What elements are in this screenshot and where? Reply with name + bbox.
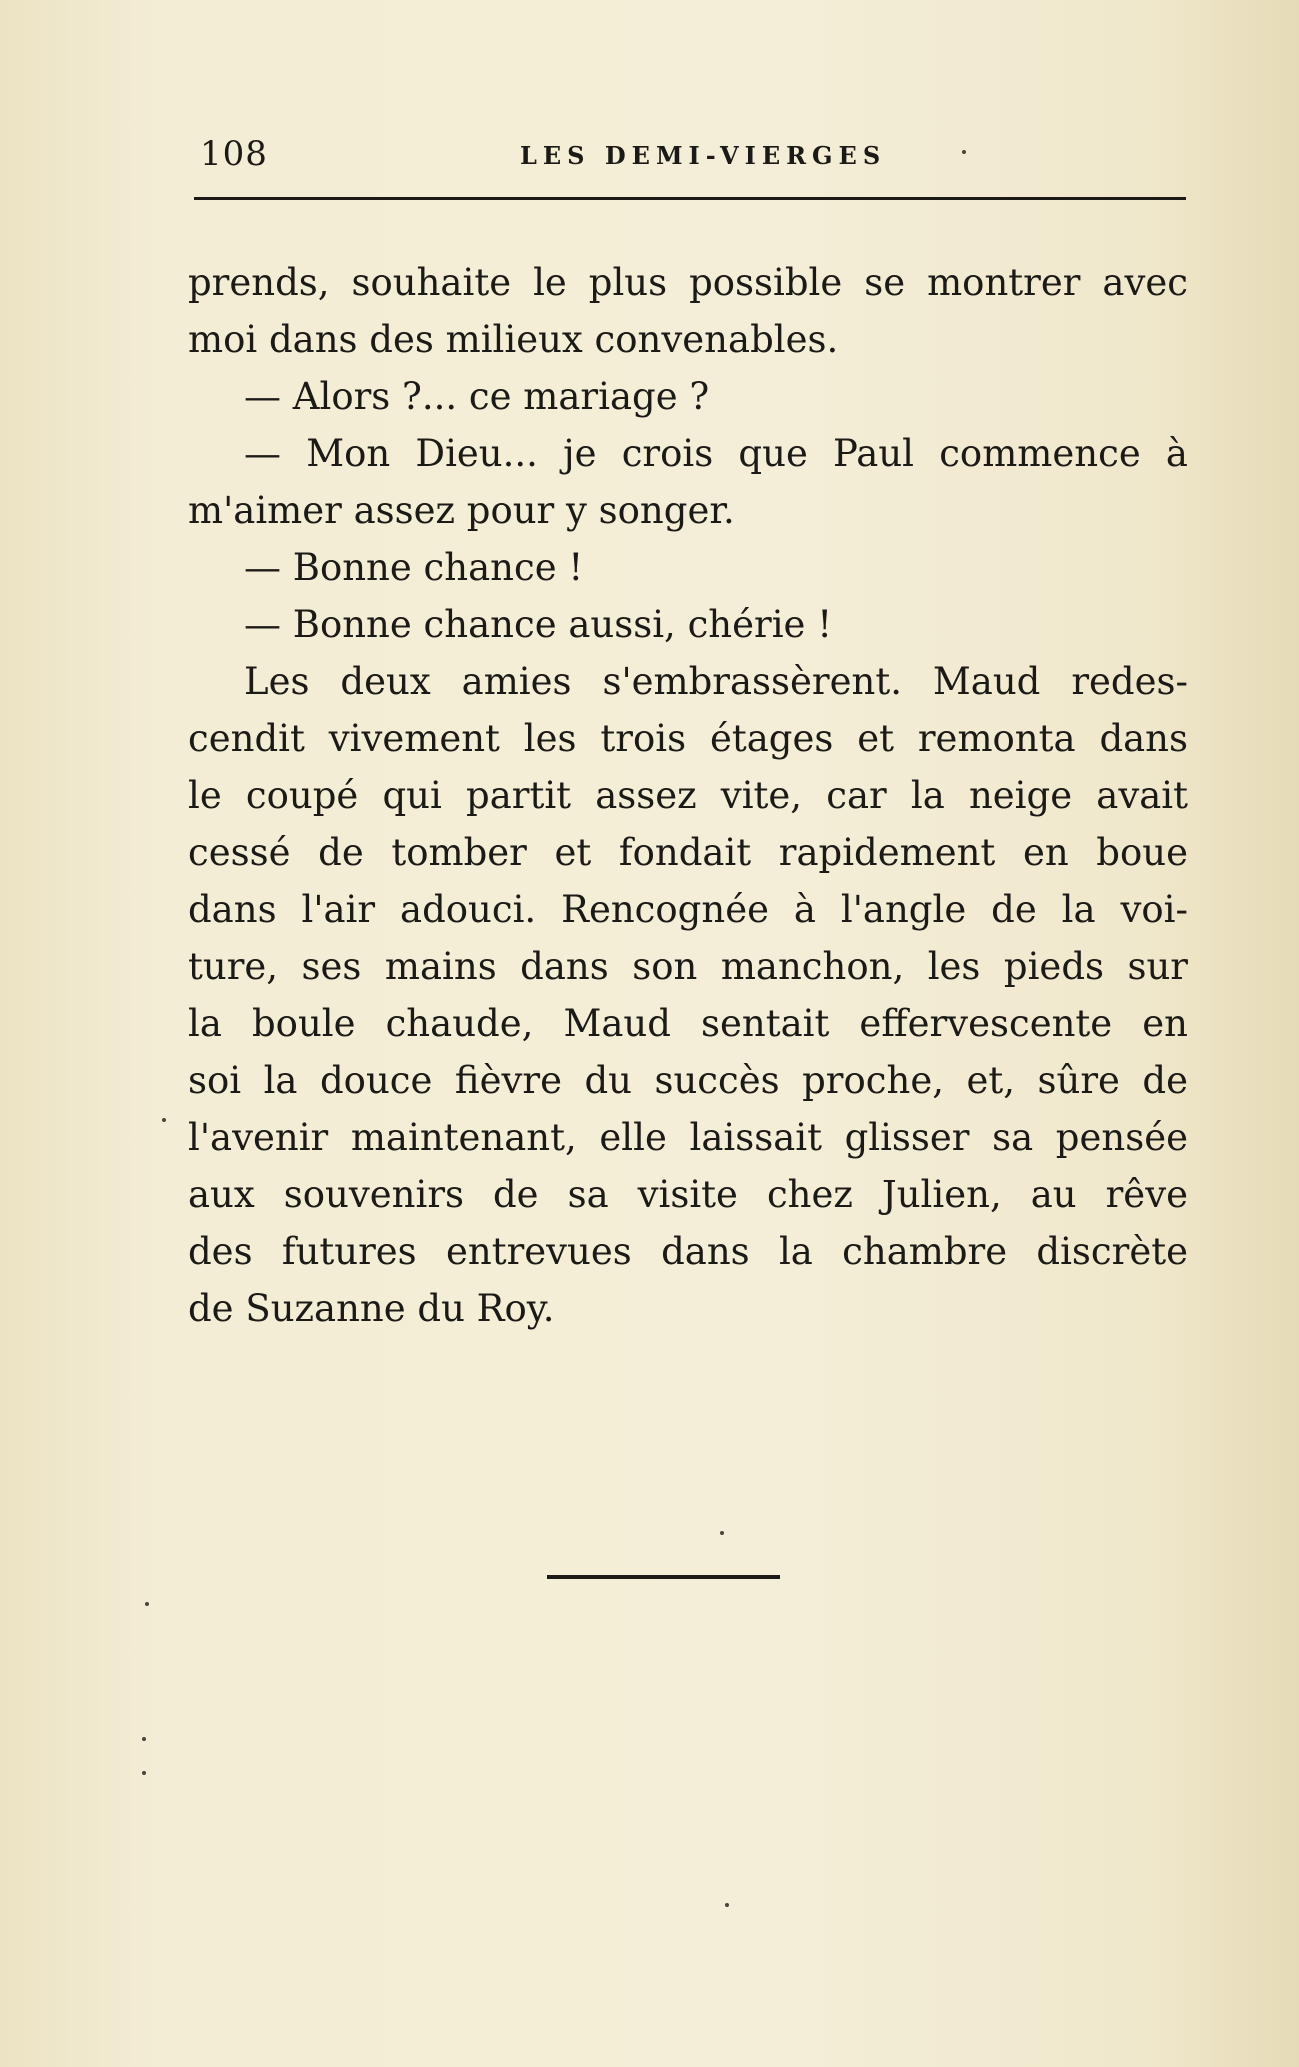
text-line: le coupé qui partit assez vite, car la neige avait bbox=[188, 774, 1188, 817]
text-line: soi la douce fièvre du succès proche, et, sûre de bbox=[188, 1059, 1188, 1102]
text-line: m'aimer assez pour y songer. bbox=[188, 489, 735, 532]
paper-speck bbox=[162, 1118, 166, 1122]
paper-speck bbox=[962, 150, 966, 154]
text-line: des futures entrevues dans la chambre discrète bbox=[188, 1230, 1188, 1273]
text-line: moi dans des milieux convenables. bbox=[188, 318, 839, 361]
header-rule bbox=[194, 197, 1186, 200]
dialogue-line: — Bonne chance aussi, chérie ! bbox=[244, 603, 833, 646]
dialogue-line: — Mon Dieu... je crois que Paul commence à bbox=[244, 432, 1188, 475]
dialogue-line: — Bonne chance ! bbox=[244, 546, 584, 589]
end-rule bbox=[547, 1575, 780, 1579]
text-line: prends, souhaite le plus possible se montrer avec bbox=[188, 261, 1188, 304]
body-text bbox=[188, 254, 1188, 1337]
text-line: ture, ses mains dans son manchon, les pieds sur bbox=[188, 945, 1188, 988]
page-header bbox=[194, 126, 1186, 176]
paper-speck bbox=[142, 1737, 146, 1741]
paper-speck bbox=[725, 1903, 729, 1907]
text-line: l'avenir maintenant, elle laissait glisser sa pensée bbox=[188, 1116, 1188, 1159]
paper-speck bbox=[720, 1531, 724, 1535]
running-title: LES DEMI-VIERGES bbox=[520, 141, 887, 170]
paper-speck bbox=[145, 1602, 149, 1606]
text-line: de Suzanne du Roy. bbox=[188, 1287, 555, 1330]
text-line: la boule chaude, Maud sentait effervescente en bbox=[188, 1002, 1188, 1045]
text-line: cendit vivement les trois étages et remonta dans bbox=[188, 717, 1188, 760]
paper-speck bbox=[142, 1771, 146, 1775]
text-line: dans l'air adouci. Rencognée à l'angle de la voi- bbox=[188, 888, 1188, 931]
dialogue-line: — Alors ?... ce mariage ? bbox=[244, 375, 710, 418]
text-line: aux souvenirs de sa visite chez Julien, au rêve bbox=[188, 1173, 1188, 1216]
paragraph-first-line: Les deux amies s'embrassèrent. Maud redes- bbox=[244, 660, 1188, 703]
text-line: cessé de tomber et fondait rapidement en boue bbox=[188, 831, 1188, 874]
page-number: 108 bbox=[200, 134, 268, 174]
